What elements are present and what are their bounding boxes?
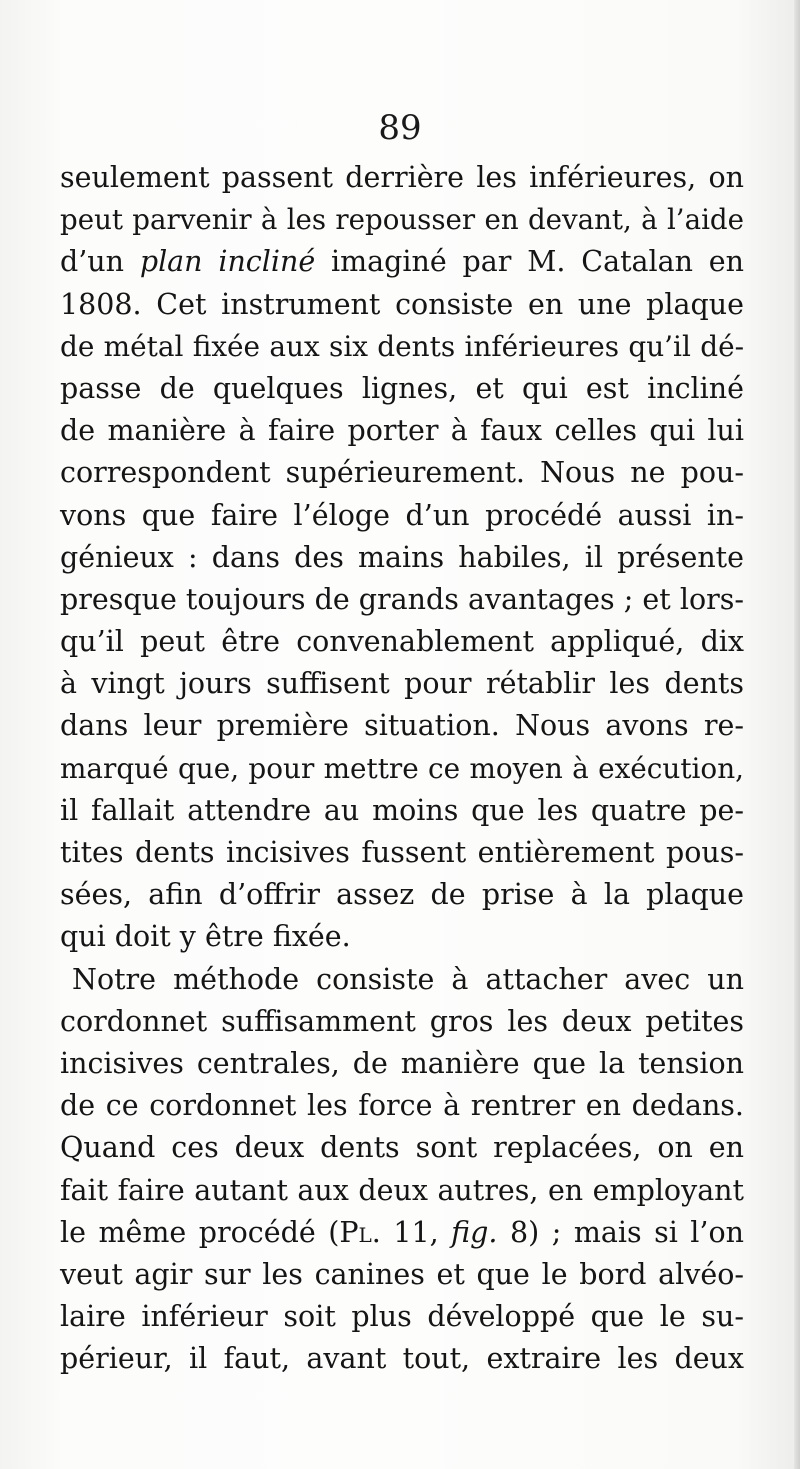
text-line: veut agir sur les canines et que le bord alvéo- — [60, 1257, 744, 1291]
text-line: génieux : dans des mains habiles, il présente — [60, 540, 744, 574]
text-line: presque toujours de grands avantages ; et lors- — [60, 582, 744, 616]
text-line: à vingt jours suffisent pour rétablir les dents — [60, 667, 744, 701]
text-line: cordonnet suffisamment gros les deux petites — [60, 1004, 744, 1038]
text-line: incisives centrales, de manière que la tension — [60, 1046, 744, 1080]
text-line: dans leur première situation. Nous avons re- — [60, 709, 744, 743]
text-line: de manière à faire porter à faux celles qui lui — [60, 414, 744, 448]
text-line: correspondent supérieurement. Nous ne pou- — [60, 456, 744, 490]
text-line: tites dents incisives fussent entièrement pous- — [60, 836, 744, 869]
text-line: seulement passent derrière les inférieures, on — [60, 161, 744, 194]
text-line: peut parvenir à les repousser en devant, à l’aide — [60, 203, 744, 237]
text-line: de métal fixée aux six dents inférieures qu’il dé- — [60, 329, 744, 363]
text-line: Quand ces deux dents sont replacées, on en — [60, 1131, 744, 1165]
text-line: Notre méthode consiste à attacher avec un — [72, 962, 744, 996]
page-number: 89 — [378, 108, 422, 148]
text-line: périeur, il faut, avant tout, extraire les deux — [60, 1342, 744, 1376]
text-line: sées, afin d’offrir assez de prise à la plaque — [60, 878, 744, 912]
text-line: fait faire autant aux deux autres, en employant — [60, 1173, 744, 1207]
text-line: marqué que, pour mettre ce moyen à exécution, — [60, 751, 744, 785]
text-line: le même procédé (Pl. 11, fig. 8) ; mais si l’on — [60, 1215, 744, 1249]
page-edge — [794, 0, 800, 1469]
text-line: qu’il peut être convenablement appliqué, dix — [60, 625, 744, 659]
text-line: de ce cordonnet les force à rentrer en dedans. — [60, 1089, 744, 1123]
text-line: qui doit y être fixée. — [60, 920, 351, 954]
text-line: laire inférieur soit plus développé que le su- — [60, 1300, 744, 1334]
text-line: d’un plan incliné imaginé par M. Catalan en — [60, 245, 744, 279]
text-line: passe de quelques lignes, et qui est incliné — [60, 371, 744, 405]
text-line: vons que faire l’éloge d’un procédé aussi in- — [60, 498, 744, 532]
text-line: 1808. Cet instrument consiste en une plaque — [60, 287, 744, 321]
body-text — [60, 157, 744, 1380]
text-line: il fallait attendre au moins que les quatre pe- — [60, 793, 744, 827]
